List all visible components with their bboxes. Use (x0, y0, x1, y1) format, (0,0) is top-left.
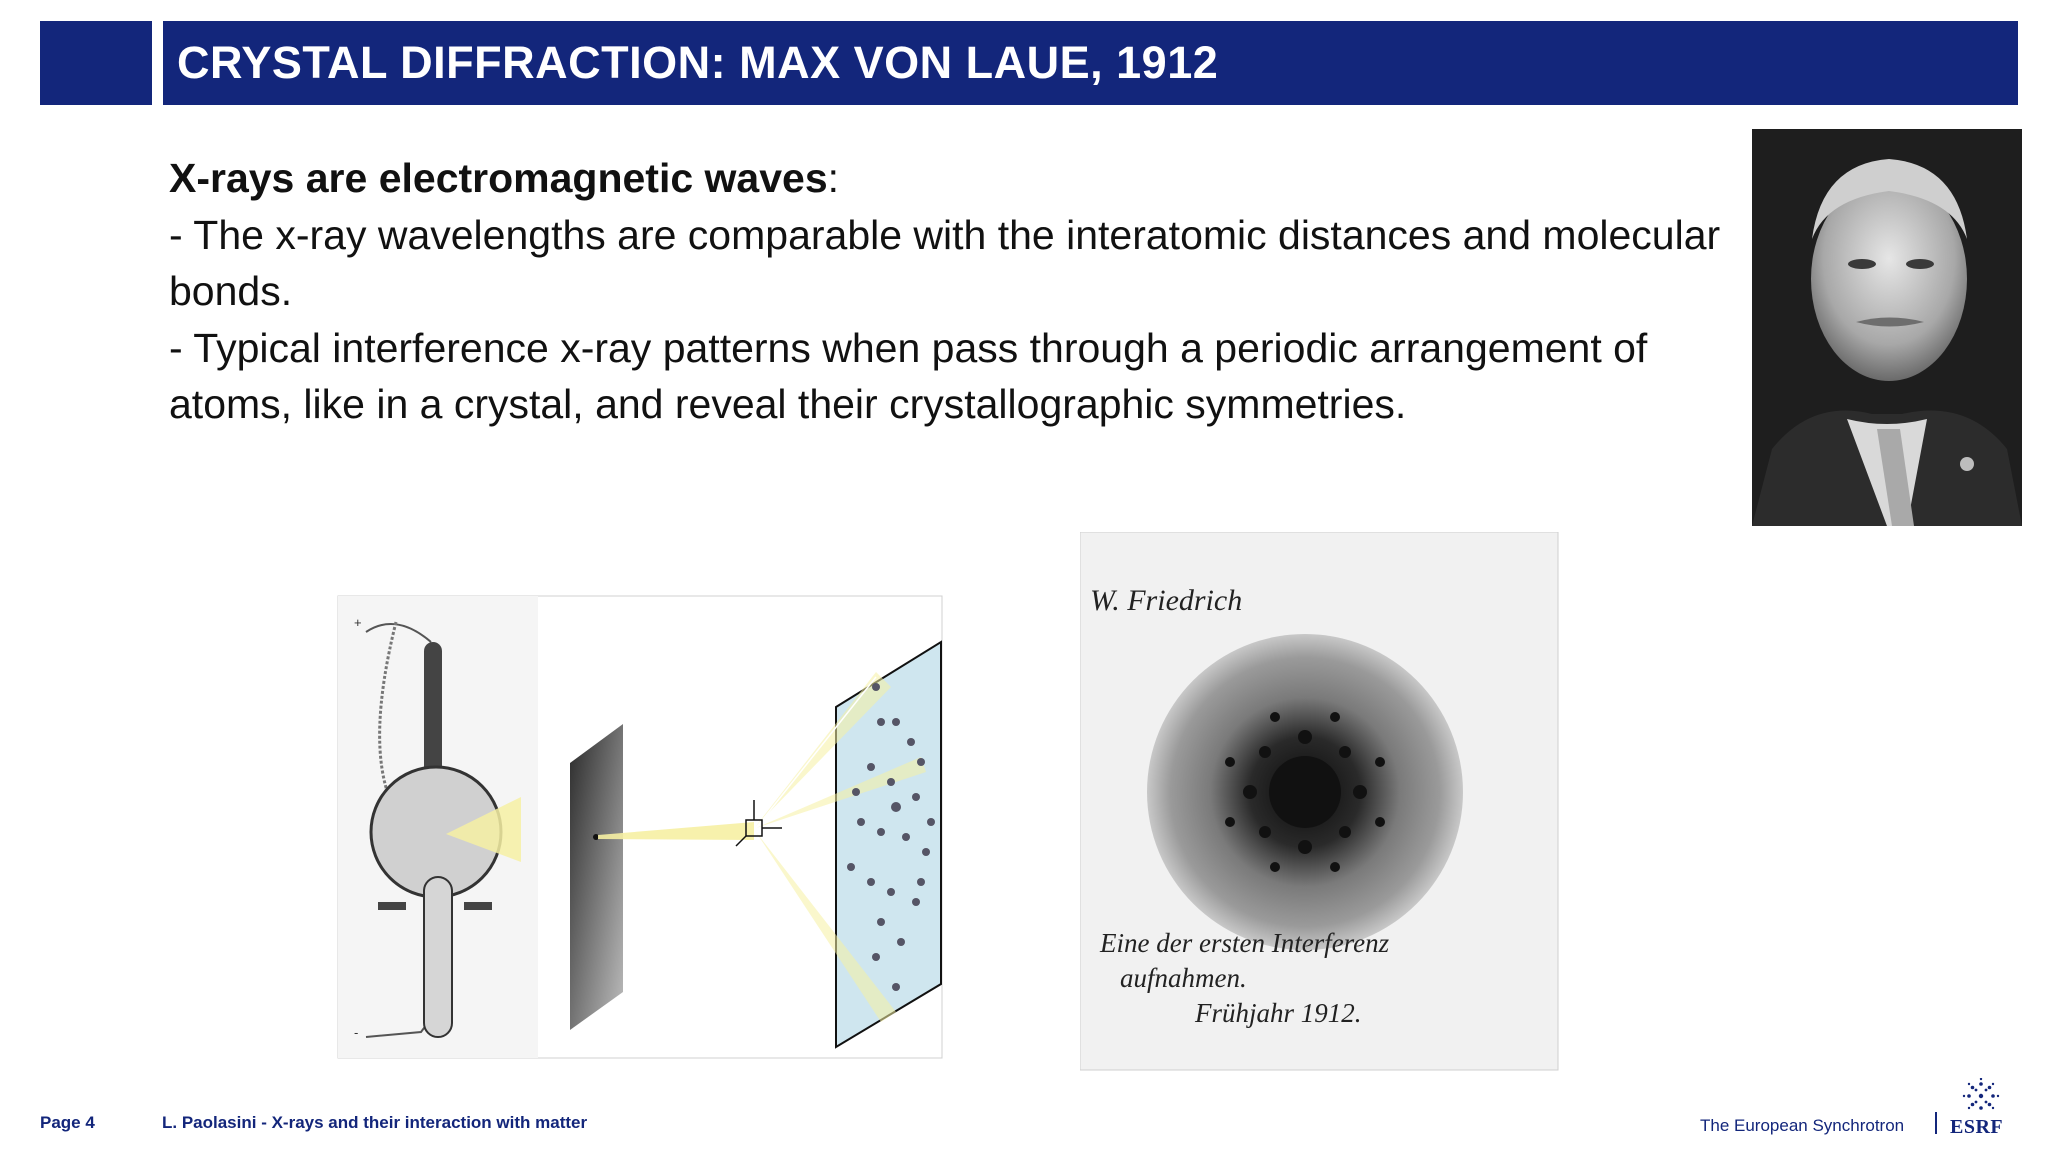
laue-caption-line-1: Eine der ersten Interferenz (1100, 928, 1390, 958)
slide-body (169, 150, 1729, 433)
bullet-interference: - Typical interference x-ray patterns when pass through a periodic arrangement of atoms, like in a crystal, and reveal their crystallographic symmetries. (169, 324, 1648, 427)
page-number: Page 4 (40, 1113, 95, 1132)
esrf-wordmark: ESRF (1950, 1116, 2004, 1138)
footer-branding (1700, 1078, 2020, 1138)
detector-screen (836, 642, 941, 1047)
slide-title: CRYSTAL DIFFRACTION: MAX VON LAUE, 1912 (177, 37, 1219, 88)
portrait-photo (1752, 129, 2022, 526)
laue-photograph (1080, 532, 1560, 1072)
bullet-wavelengths: - The x-ray wavelengths are comparable with the interatomic distances and molecular bonds. (169, 211, 1721, 314)
header-accent-block (40, 21, 152, 105)
setup-diagram (336, 592, 946, 1064)
laue-caption-line-2: aufnahmen. (1120, 963, 1247, 993)
slide-header (163, 21, 2018, 105)
lead-line (169, 150, 1729, 207)
friedrich-signature: W. Friedrich (1090, 584, 1243, 617)
tube-minus-label: - (354, 1025, 359, 1040)
footer-divider (1935, 1112, 1937, 1134)
footer-tagline: The European Synchrotron (1700, 1116, 1905, 1135)
lead-bold-text: X-rays are electromagnetic waves (169, 155, 828, 201)
footer-author: L. Paolasini - X-rays and their interaction with matter (162, 1113, 588, 1132)
laue-caption-line-3: Frühjahr 1912. (1195, 998, 1362, 1028)
tube-plus-label: + (354, 615, 362, 630)
lead-suffix: : (827, 155, 840, 201)
aperture-plate (570, 724, 623, 1030)
